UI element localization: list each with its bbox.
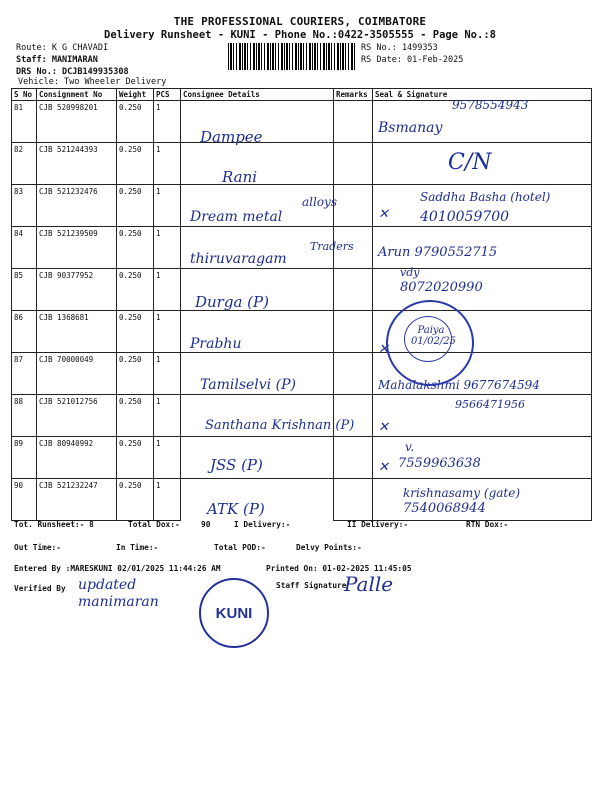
remarks-cell bbox=[334, 437, 373, 479]
sno: 86 bbox=[12, 311, 37, 353]
remarks-cell bbox=[334, 353, 373, 395]
consignment-no: CJB 521232247 bbox=[37, 479, 117, 521]
remarks-cell bbox=[334, 185, 373, 227]
pcs: 1 bbox=[154, 101, 181, 143]
consignment-no: CJB 521244393 bbox=[37, 143, 117, 185]
col-remarks: Remarks bbox=[334, 89, 373, 101]
consignment-no: CJB 90377952 bbox=[37, 269, 117, 311]
company-title: THE PROFESSIONAL COURIERS, COIMBATORE bbox=[173, 15, 427, 28]
hand-sig-83b: 4010059700 bbox=[420, 209, 510, 225]
weight: 0.250 bbox=[117, 437, 154, 479]
hand-sig-90b: 7540068944 bbox=[403, 501, 486, 516]
hand-sig-85b: 8072020990 bbox=[400, 280, 483, 295]
col-sno: S No bbox=[12, 89, 37, 101]
col-pcs: PCS bbox=[154, 89, 181, 101]
delvy-points: Delvy Points:- bbox=[296, 543, 362, 552]
hand-consignee-82: Rani bbox=[222, 168, 258, 186]
sno: 83 bbox=[12, 185, 37, 227]
remarks-cell bbox=[334, 269, 373, 311]
staff-signature-label: Staff Signature bbox=[276, 581, 347, 590]
drs-no: DRS No.: DCJB149935308 bbox=[16, 67, 129, 77]
pcs: 1 bbox=[154, 479, 181, 521]
printed-on: Printed On: 01-02-2025 11:45:05 bbox=[266, 564, 412, 573]
table-row bbox=[12, 227, 592, 269]
hand-consignee-87: Tamilselvi (P) bbox=[200, 377, 296, 393]
col-weight: Weight bbox=[117, 89, 154, 101]
in-time: In Time:- bbox=[116, 543, 159, 552]
hand-consignee-83a: alloys bbox=[302, 195, 337, 209]
hand-sig-87: Mahalakshmi 9677674594 bbox=[378, 378, 540, 392]
consignment-no: CJB 521012756 bbox=[37, 395, 117, 437]
sno: 90 bbox=[12, 479, 37, 521]
consignment-no: CJB 70000049 bbox=[37, 353, 117, 395]
col-consignee: Consignee Details bbox=[181, 89, 334, 101]
sno: 89 bbox=[12, 437, 37, 479]
weight: 0.250 bbox=[117, 269, 154, 311]
sno: 81 bbox=[12, 101, 37, 143]
sno: 82 bbox=[12, 143, 37, 185]
tick-mark: ✕ bbox=[378, 207, 389, 222]
hand-consignee-90: ATK (P) bbox=[207, 500, 265, 518]
consignment-no: CJB 80940992 bbox=[37, 437, 117, 479]
hand-sig-90a: krishnasamy (gate) bbox=[403, 486, 521, 500]
hand-sig-88: 9566471956 bbox=[455, 398, 525, 411]
tot-runsheet: Tot. Runsheet:- 8 bbox=[14, 520, 94, 529]
hand-sig-82: C/N bbox=[448, 150, 492, 175]
runsheet-table bbox=[11, 88, 592, 521]
table-row bbox=[12, 143, 592, 185]
ii-delivery: II Delivery:- bbox=[347, 520, 409, 529]
weight: 0.250 bbox=[117, 143, 154, 185]
pcs: 1 bbox=[154, 395, 181, 437]
consignment-no: CJB 521232476 bbox=[37, 185, 117, 227]
weight: 0.250 bbox=[117, 185, 154, 227]
hand-consignee-88: Santhana Krishnan (P) bbox=[205, 418, 355, 433]
remarks-cell bbox=[334, 143, 373, 185]
sno: 84 bbox=[12, 227, 37, 269]
total-dox-label: Total Dox:- bbox=[128, 520, 180, 529]
kuni-stamp-text: KUNI bbox=[215, 604, 253, 622]
kuni-stamp bbox=[199, 578, 269, 648]
weight: 0.250 bbox=[117, 101, 154, 143]
table-row bbox=[12, 437, 592, 479]
hand-sig-89b: 7559963638 bbox=[398, 456, 481, 471]
hand-consignee-83b: Dream metal bbox=[190, 209, 283, 225]
hand-sig-85a: vdy bbox=[400, 266, 420, 279]
hand-consignee-81: Dampee bbox=[200, 128, 263, 146]
rtn-dox: RTN Dox:- bbox=[466, 520, 509, 529]
hand-consignee-85: Durga (P) bbox=[195, 293, 269, 311]
total-pod: Total POD:- bbox=[214, 543, 266, 552]
tick-mark: ✕ bbox=[378, 342, 389, 357]
hand-sig-84: Arun 9790552715 bbox=[378, 245, 498, 260]
hand-sig-81: Bsmanay bbox=[378, 120, 443, 136]
rs-date: RS Date: 01-Feb-2025 bbox=[361, 55, 464, 65]
pcs: 1 bbox=[154, 185, 181, 227]
table-row bbox=[12, 311, 592, 353]
hand-consignee-84b: thiruvaragam bbox=[190, 251, 287, 267]
route: Route: K G CHAVADI bbox=[16, 43, 109, 53]
pcs: 1 bbox=[154, 311, 181, 353]
hand-consignee-84a: Traders bbox=[310, 240, 354, 253]
remarks-cell bbox=[334, 311, 373, 353]
i-delivery: I Delivery:- bbox=[234, 520, 291, 529]
barcode bbox=[228, 43, 356, 70]
weight: 0.250 bbox=[117, 227, 154, 269]
remarks-cell bbox=[334, 101, 373, 143]
pcs: 1 bbox=[154, 437, 181, 479]
hand-consignee-86: Prabhu bbox=[190, 336, 242, 352]
sno: 85 bbox=[12, 269, 37, 311]
remarks-cell bbox=[334, 479, 373, 521]
hand-sig-83a: Saddha Basha (hotel) bbox=[420, 190, 551, 204]
verified-by-label: Verified By bbox=[14, 584, 66, 593]
entered-by: Entered By :MARESKUNI 02/01/2025 11:44:26 AM bbox=[14, 564, 221, 573]
consignment-no: CJB 520998201 bbox=[37, 101, 117, 143]
staff-signature: Palle bbox=[344, 572, 394, 596]
weight: 0.250 bbox=[117, 395, 154, 437]
table-row bbox=[12, 269, 592, 311]
pcs: 1 bbox=[154, 353, 181, 395]
sno: 87 bbox=[12, 353, 37, 395]
staff: Staff: MANIMARAN bbox=[16, 55, 98, 65]
runsheet-subtitle: Delivery Runsheet - KUNI - Phone No.:0422-3505555 - Page No.:8 bbox=[104, 29, 496, 41]
tick-mark: ✕ bbox=[378, 460, 389, 475]
total-dox-value: 90 bbox=[201, 520, 211, 529]
receiver-stamp-text: Paiya 01/02/25 bbox=[411, 325, 456, 347]
consignment-no: CJB 521239509 bbox=[37, 227, 117, 269]
weight: 0.250 bbox=[117, 311, 154, 353]
weight: 0.250 bbox=[117, 353, 154, 395]
sno: 88 bbox=[12, 395, 37, 437]
out-time: Out Time:- bbox=[14, 543, 61, 552]
pcs: 1 bbox=[154, 143, 181, 185]
pcs: 1 bbox=[154, 269, 181, 311]
weight: 0.250 bbox=[117, 479, 154, 521]
col-consignment: Consignment No bbox=[37, 89, 117, 101]
verified-by-signature: updated manimaran bbox=[78, 577, 159, 610]
consignment-no: CJB 1368681 bbox=[37, 311, 117, 353]
tick-mark: ✕ bbox=[378, 420, 389, 435]
hand-sig-phone-81: 9578554943 bbox=[452, 98, 529, 112]
vehicle: Vehicle: Two Wheeler Delivery bbox=[18, 77, 167, 87]
hand-sig-89a: v. bbox=[405, 440, 415, 454]
pcs: 1 bbox=[154, 227, 181, 269]
hand-consignee-89: JSS (P) bbox=[210, 456, 263, 474]
rs-no: RS No.: 1499353 bbox=[361, 43, 438, 53]
col-seal: Seal & Signature bbox=[373, 89, 592, 101]
